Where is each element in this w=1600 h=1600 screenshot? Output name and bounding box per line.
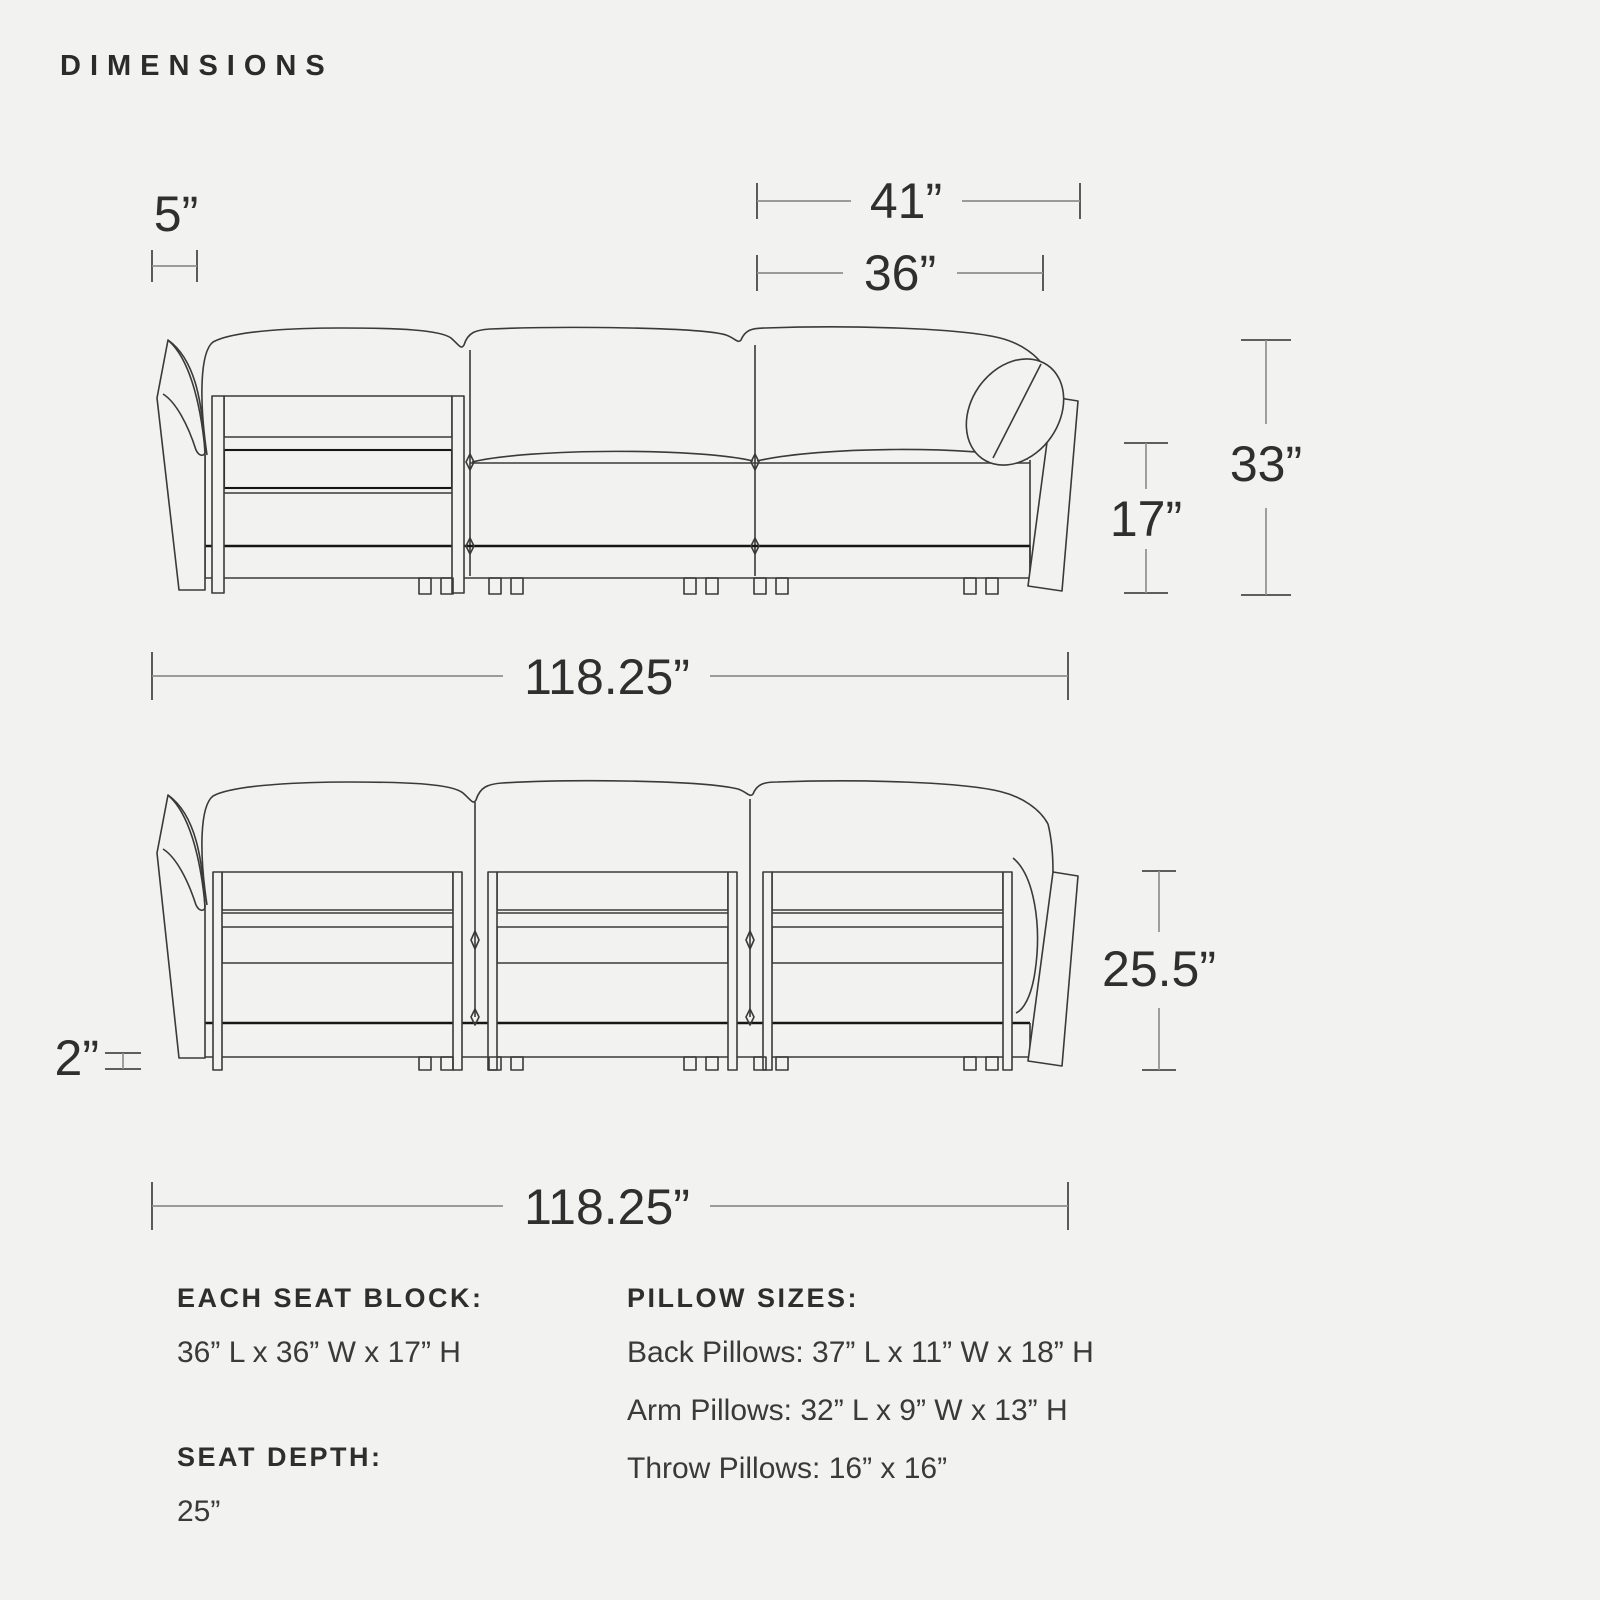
front-seat-cushions: [205, 449, 1030, 578]
seat-block-heading: EACH SEAT BLOCK:: [177, 1283, 484, 1313]
front-legs: [419, 578, 998, 594]
back-left-arm: [157, 795, 205, 1058]
back-right-bolster: [1013, 858, 1037, 1013]
dim-overall-width-front: [152, 649, 1068, 705]
front-back-cushions-outline: [202, 327, 1046, 455]
back-base-bottom: [197, 1023, 1030, 1057]
back-pillows-value: Back Pillows: 37” L x 11” W x 18” H: [627, 1336, 1094, 1369]
front-dimensions: [152, 173, 1302, 705]
dim-back-height-label: 25.5”: [1102, 941, 1216, 997]
dim-seat-block-label: 36”: [863, 245, 937, 301]
front-corner-frame: [212, 396, 464, 593]
throw-pillows-value: Throw Pillows: 16” x 16”: [627, 1452, 948, 1485]
back-cushions-outline: [202, 781, 1053, 905]
pillow-sizes-heading: PILLOW SIZES:: [627, 1283, 859, 1313]
back-view-drawing: [157, 781, 1078, 1070]
dim-seat-block: [757, 245, 1043, 301]
dim-overall-height: [1230, 340, 1302, 595]
seat-block-value: 36” L x 36” W x 17” H: [177, 1336, 461, 1369]
seat-depth-heading: SEAT DEPTH:: [177, 1442, 383, 1472]
front-seam-connectors: [466, 454, 759, 554]
dim-right-section-label: 41”: [869, 173, 943, 229]
dim-right-section: [757, 173, 1080, 229]
front-left-arm: [157, 340, 205, 590]
dim-base-clearance-label: 2”: [54, 1030, 99, 1086]
dim-seat-height-label: 17”: [1109, 491, 1183, 547]
dim-back-height: [1102, 871, 1216, 1070]
dim-arm-width: [152, 186, 198, 282]
pillow-specs: [627, 1283, 1094, 1486]
dim-overall-width-back-label: 118.25”: [524, 1179, 690, 1235]
arm-pillows-value: Arm Pillows: 32” L x 9” W x 13” H: [627, 1394, 1068, 1427]
front-base-bottom: [197, 546, 1030, 578]
front-view-drawing: [157, 327, 1084, 594]
dim-overall-width-front-label: 118.25”: [524, 649, 690, 705]
dim-overall-height-label: 33”: [1229, 436, 1303, 492]
front-cushion-seams: [470, 345, 755, 576]
page-title: DIMENSIONS: [60, 50, 334, 82]
dim-arm-width-label: 5”: [153, 186, 199, 242]
dim-base-clearance: [55, 1030, 141, 1086]
seat-depth-value: 25”: [177, 1495, 221, 1528]
back-legs: [419, 1057, 998, 1070]
dim-overall-width-back: [152, 1179, 1068, 1235]
back-frames: [213, 872, 1012, 1070]
dim-seat-height: [1110, 443, 1182, 593]
seat-block-specs: [177, 1283, 484, 1529]
back-seam-connectors: [471, 931, 754, 1025]
back-cushion-seams: [475, 799, 750, 1017]
